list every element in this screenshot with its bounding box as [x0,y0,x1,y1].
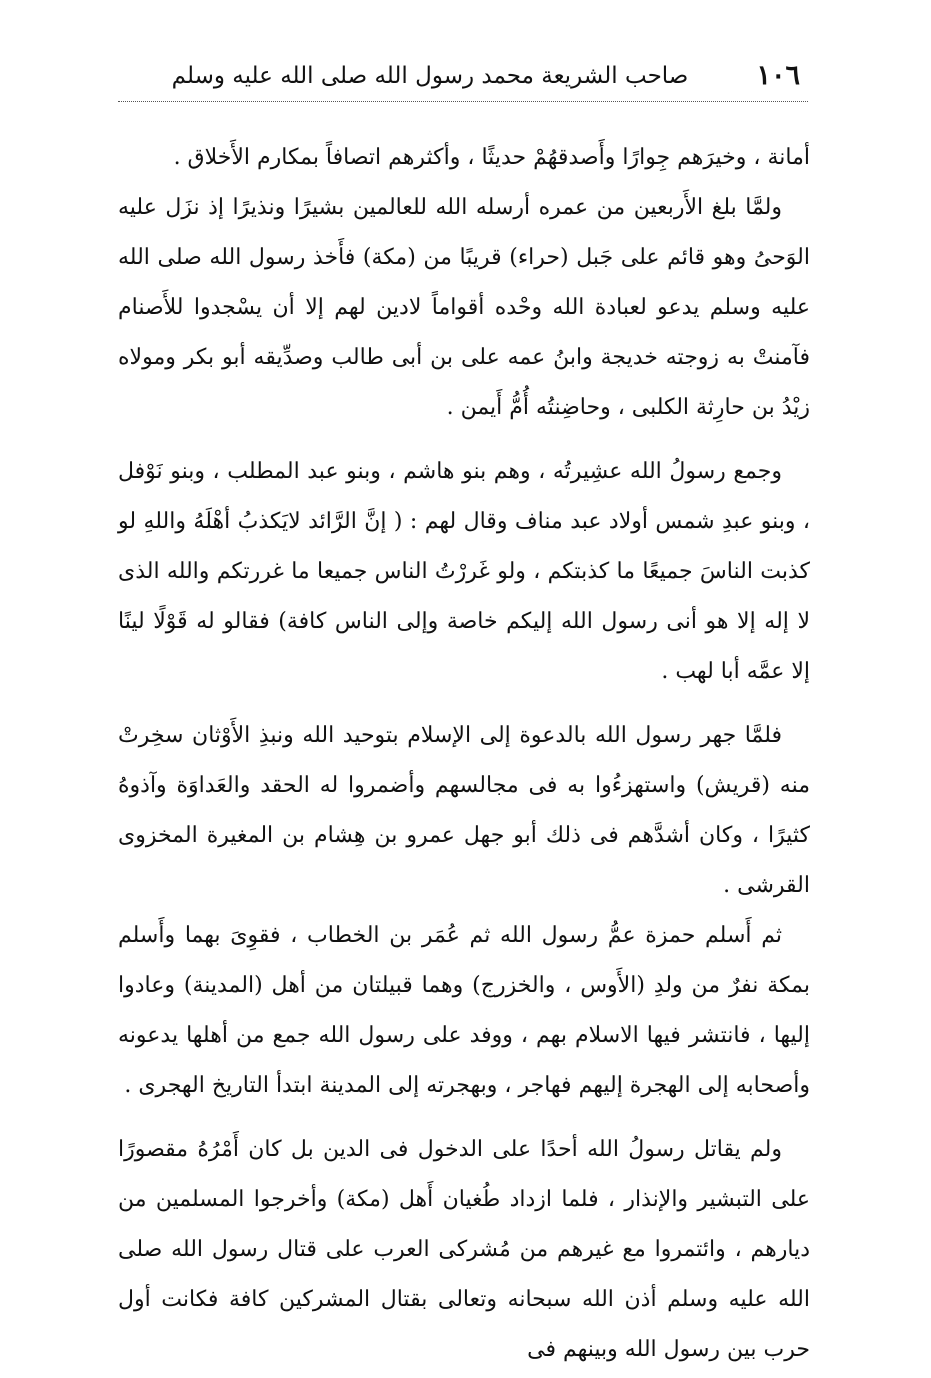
paragraph-fighting-permission: ولم يقاتل رسولُ الله أحدًا على الدخول فى الدين بل كان أَمْرُهُ مقصورًا على التبشير والإنذار ، فلما ازداد طُغيان أَهل (مكة) وأخرجوا المسلمين من ديارهم ، وائتمروا مع غيرهم من مُشركى العرب على قتال رسول الله صلى الله عليه وسلم أذن الله سبحانه وتعالى بقتال المشركين كافة فكانت أول حرب بين رسول الله وبينهم فى [118,1137,810,1362]
running-title: صاحب الشريعة محمد رسول الله صلى الله عليه وسلم [171,63,689,89]
paragraph-public-call: فلمَّا جهر رسول الله بالدعوة إلى الإسلام بتوحيد الله ونبذِ الأَوْثان سخِرتْ منه (قريش) واستهزءُوا به فى مجالسهم وأضمروا له الحقد والعَداوَة وآذوهُ كثيرًا ، وكان أشدَّهم فى ذلك أبو جهل عمرو بن هِشام بن المغيرة المخزوى القرشى . [118,723,810,898]
page-number: ١٠٦ [756,60,800,91]
paragraph-clan-gathering: وجمع رسولُ الله عشِيرتُه ، وهم بنو هاشم ، وبنو عبد المطلب ، وبنو نَوْفل ، وبنو عبدِ شمس أولاد عبد مناف وقال لهم : ( إنَّ الرَّائد لايَكذبُ أهْلَهُ واللهِ لو كذبت الناسَ جميعًا ما كذبتكم ، ولو غَررْتُ الناس جميعا ما غررتكم والله الذى لا إله إلا هو أنى رسول الله إليكم خاصة وإلى الناس كافة) فقالو له قَوْلًا لينًا إلا عمَّه أبا لهب . [118,459,810,684]
body-text [118,133,810,1375]
running-head [120,56,800,96]
header-divider [118,101,808,102]
paragraph-hijra: ثم أَسلم حمزة عمُّ رسول الله ثم عُمَر بن الخطاب ، فقوِىَ بهما وأَسلم بمكة نفرٌ من ولدِ (الأَوس ، والخزرج) وهما قبيلتان من أهل (المدينة) وعادوا إليها ، فانتشر فيها الاسلام بهم ، ووفد على رسول الله جمع من أهلها يدعونه وأصحابه إلى الهجرة إليهم فهاجر ، وبهجرته إلى المدينة ابتدأ التاريخ الهجرى . [118,923,810,1098]
paragraph-continuation: أمانة ، وخيرَهم جِوارًا وأَصدقهُمْ حديثًا ، وأكثرهم اتصافاً بمكارم الأَخلاق . [173,145,810,170]
paragraph-revelation: ولمَّا بلغ الأَربعين من عمره أرسله الله للعالمين بشيرًا ونذيرًا إذ نزَل عليه الوَحىُ وهو قائم على جَبل (حراء) قريبًا من (مكة) فأَخذ رسول الله صلى الله عليه وسلم يدعو لعبادة الله وحْده أقواماً لادين لهم إلا أن يسْجدوا للأَصنام فآمنتْ به زوجته خديجة وابنُ عمه على بن أبى طالب وصدِّيقه أبو بكر ومولاه زيْدُ بن حارِثة الكلبى ، وحاضِنتُه أُمُّ أَيمن . [118,195,810,420]
